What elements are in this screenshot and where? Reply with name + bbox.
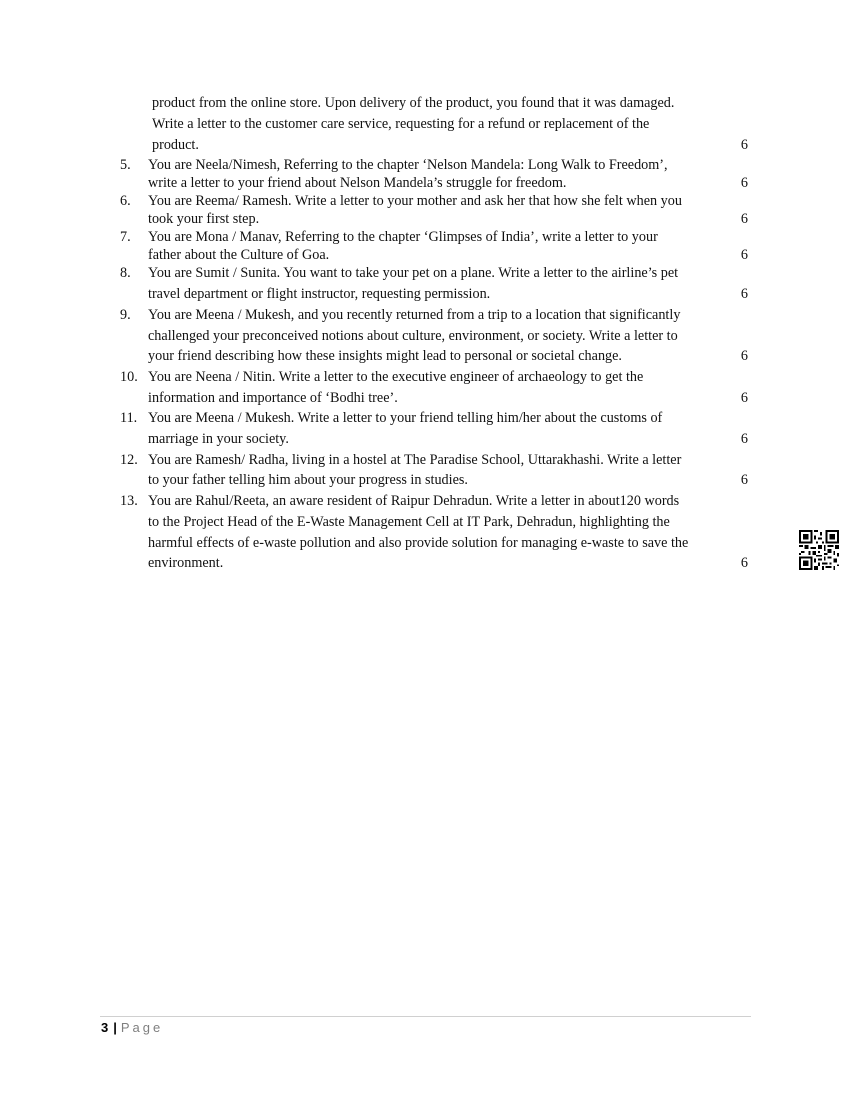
question-text-line: father about the Culture of Goa.: [148, 247, 330, 263]
question-text-line: your friend describing how these insights might lead to personal or societal change.: [148, 348, 622, 364]
list-item-continuation: [0, 135, 850, 155]
question-marks: 6: [740, 390, 748, 406]
question-text-line: You are Rahul/Reeta, an aware resident of Raipur Dehradun. Write a letter in about120 words: [148, 493, 680, 509]
question-text-line: challenged your preconceived notions about culture, environment, or society. Write a letter to: [148, 328, 678, 344]
question-9-line-1: [0, 305, 850, 325]
question-text-line: You are Reema/ Ramesh. Write a letter to your mother and ask her that how she felt when you: [148, 193, 682, 209]
question-text-line: to the Project Head of the E-Waste Management Cell at IT Park, Dehradun, highlighting the: [148, 514, 670, 530]
question-marks: 6: [740, 555, 748, 571]
question-text-line: travel department or flight instructor, requesting permission.: [148, 286, 491, 302]
question-text-line: You are Neela/Nimesh, Referring to the chapter ‘Nelson Mandela: Long Walk to Freedom’,: [148, 157, 668, 173]
question-text-line: You are Ramesh/ Radha, living in a hostel at The Paradise School, Uttarakhashi. Write a letter: [148, 452, 682, 468]
question-marks: 6: [740, 348, 748, 364]
page-label: Page: [120, 1020, 164, 1035]
question-text-line: product from the online store. Upon delivery of the product, you found that it was damaged.: [152, 95, 675, 111]
footer-divider: [100, 1016, 751, 1017]
question-12-line-1: [0, 450, 850, 470]
question-10-line-2: [0, 388, 850, 408]
question-text-line: You are Mona / Manav, Referring to the chapter ‘Glimpses of India’, write a letter to your: [148, 229, 658, 245]
question-marks: 6: [740, 431, 748, 447]
question-number: 10.: [120, 369, 138, 385]
question-marks: 6: [740, 175, 748, 191]
question-5-line-2: [0, 173, 850, 193]
question-13-line-2: [0, 512, 850, 532]
question-number: 9.: [120, 307, 131, 323]
question-9-line-2: [0, 326, 850, 346]
question-marks: 6: [740, 247, 748, 263]
qr-code-icon[interactable]: [799, 530, 839, 570]
question-11-line-2: [0, 429, 850, 449]
question-text-line: harmful effects of e-waste pollution and also provide solution for managing e-waste to save the: [148, 535, 689, 551]
question-10-line-1: [0, 367, 850, 387]
question-text-line: You are Meena / Mukesh, and you recently returned from a trip to a location that significantly: [148, 307, 681, 323]
question-text-line: Write a letter to the customer care service, requesting for a refund or replacement of the: [152, 116, 650, 132]
question-text-line: took your first step.: [148, 211, 260, 227]
question-8-line-2: [0, 284, 850, 304]
question-8-line-1: [0, 263, 850, 283]
question-number: 12.: [120, 452, 138, 468]
page-number: 3: [101, 1020, 109, 1035]
question-number: 8.: [120, 265, 131, 281]
question-13-line-3: [0, 533, 850, 553]
question-marks: 6: [740, 137, 748, 153]
question-text-line: marriage in your society.: [148, 431, 289, 447]
question-11-line-1: [0, 408, 850, 428]
question-13-line-1: [0, 491, 850, 511]
question-text-line: You are Neena / Nitin. Write a letter to the executive engineer of archaeology to get the: [148, 369, 644, 385]
question-number: 7.: [120, 229, 131, 245]
question-text-line: write a letter to your friend about Nelson Mandela’s struggle for freedom.: [148, 175, 567, 191]
question-text-line: environment.: [148, 555, 224, 571]
question-number: 11.: [120, 410, 138, 426]
question-text-line: to your father telling him about your progress in studies.: [148, 472, 468, 488]
question-9-line-3: [0, 346, 850, 366]
question-marks: 6: [740, 472, 748, 488]
list-item-continuation: [0, 114, 850, 134]
question-7-line-2: [0, 245, 850, 265]
list-item-continuation: [0, 93, 850, 113]
question-6-line-1: [0, 191, 850, 211]
question-text-line: product.: [152, 137, 199, 153]
page-footer: [101, 1019, 163, 1037]
page-separator: |: [113, 1020, 117, 1035]
question-marks: 6: [740, 211, 748, 227]
question-text-line: You are Sumit / Sunita. You want to take your pet on a plane. Write a letter to the airline’s pet: [148, 265, 679, 281]
question-text-line: information and importance of ‘Bodhi tree’.: [148, 390, 398, 406]
question-13-line-4: [0, 553, 850, 573]
question-number: 5.: [120, 157, 131, 173]
question-number: 13.: [120, 493, 138, 509]
question-12-line-2: [0, 470, 850, 490]
question-marks: 6: [740, 286, 748, 302]
question-6-line-2: [0, 209, 850, 229]
question-5-line-1: [0, 155, 850, 175]
question-7-line-1: [0, 227, 850, 247]
question-text-line: You are Meena / Mukesh. Write a letter to your friend telling him/her about the customs of: [148, 410, 663, 426]
question-number: 6.: [120, 193, 131, 209]
